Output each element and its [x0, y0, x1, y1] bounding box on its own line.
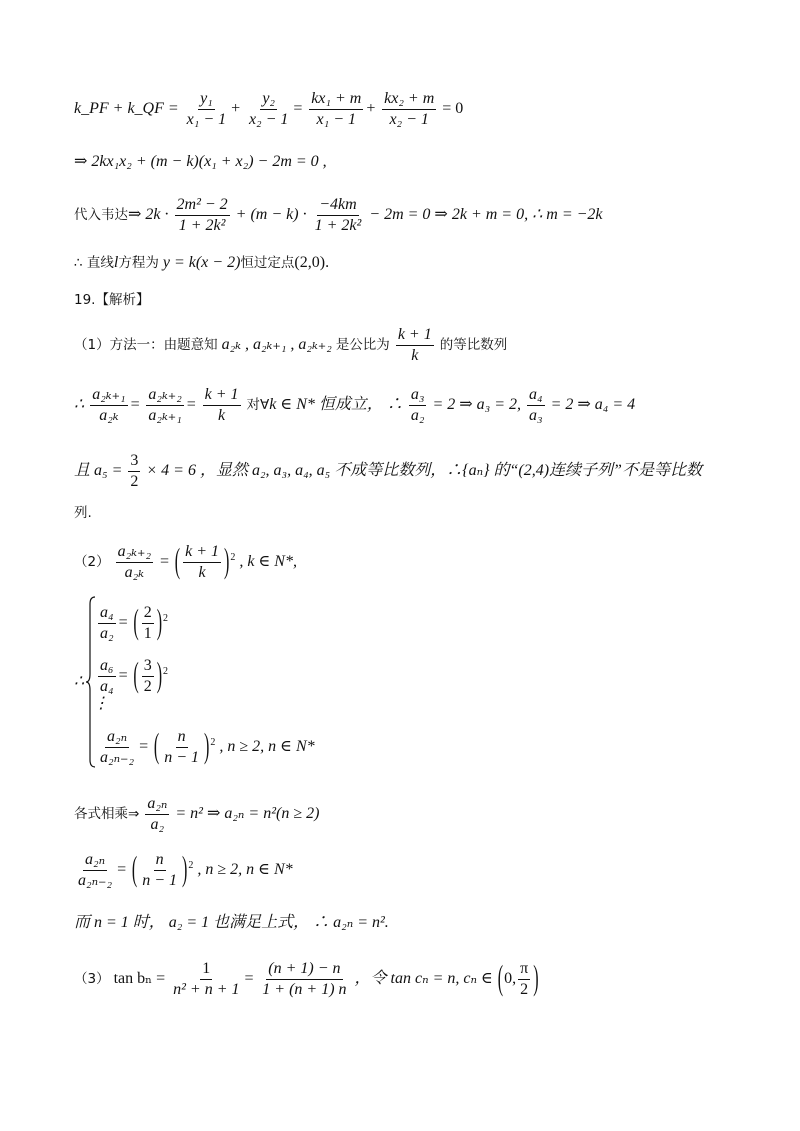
- fraction: $\frac{n}{n - 1}$: [142, 851, 177, 889]
- part1-intro: （1）方法一：由题意知 a₂ₖ , a₂ₖ₊₁ , a₂ₖ₊₂ 是公比为 $\frac{k + 1}{k}$ 的等比数列: [74, 326, 508, 364]
- part2-ratio-repeat: $\frac{\text{a₂ₙ}}{\text{a₂ₙ₋₂}}$ = ( $\frac{n}{n - 1}$ )$^2$ , n ≥ 2, n ∈ N*: [78, 850, 293, 889]
- system-therefore: ∴: [74, 673, 85, 690]
- left-brace-icon: [86, 596, 96, 768]
- fraction: $\frac{\text{a₄}}{\text{a₂}}$: [100, 604, 114, 642]
- part1-conclusion: 且 a₅ = $\frac{3}{2}$ × 4 = 6 ，显然 a₂, a₃, a₄, a₅ 不成等比数列，∴{aₙ} 的“(2,4)连续子列”不是等比数: [74, 452, 702, 490]
- fraction: $\frac{\text{y₁}}{\text{x₁ − 1}}$: [186, 90, 227, 128]
- fraction: $\frac{\text{a₂ₖ₊₂}}{\text{a₂ₖ₊₁}}$: [148, 386, 182, 424]
- equation-expanded: ⇒ 2kx₁x₂ + (m − k)(x₁ + x₂) − 2m = 0 ,: [74, 153, 327, 170]
- fraction: $\frac{\text{a₂ₖ₊₁}}{\text{a₂ₖ}}$: [92, 386, 126, 424]
- equation-vieta: 代入韦达⇒ 2k · $\frac{\text{2m² − 2}}{\text{1 + 2k²}}$ + (m − k) · $\frac{-4km}{\text{1 + 2k²}}$ − 2m = 0 ⇒ 2k + m = 0, ∴ m = −2k: [74, 196, 603, 234]
- fraction: $\frac{\text{kx₂ + m}}{\text{x₂ − 1}}$: [384, 90, 435, 128]
- system-ellipsis: ⋮: [93, 695, 109, 712]
- system-row-2: $\frac{\text{a₆}}{\text{a₄}}$ = ( $\frac{3}{2}$ )$^2$: [100, 656, 169, 695]
- part1-ratios: ∴ $\frac{\text{a₂ₖ₊₁}}{\text{a₂ₖ}}$ = $\frac{\text{a₂ₖ₊₂}}{\text{a₂ₖ₊₁}}$ = $\frac{k + 1}{k}$ 对∀k ∈ N* 恒成立， ∴ $\frac{\text{a₃}}{\text{a₂}}$ = 2 ⇒ a₃ = 2, $\frac{\text{a₄}}{\text{a₃}}$ = 2 ⇒ a₄ = 4: [74, 386, 636, 424]
- fraction: $\frac{\pi}{2}$: [520, 960, 529, 998]
- fraction: $\frac{\text{a₂ₙ}}{\text{a₂ₙ₋₂}}$: [100, 728, 135, 766]
- part2-ratio: （2） $\frac{\text{a₂ₖ₊₂}}{\text{a₂ₖ}}$ = ( $\frac{k + 1}{k}$ )$^2$ , k ∈ N*,: [74, 542, 297, 581]
- equation-slope-sum: k_PF + k_QF = $\frac{\text{y₁}}{\text{x₁ − 1}}$ + $\frac{\text{y₂}}{\text{x₂ − 1}}$ = $\frac{\text{kx₁ + m}}{\text{x₁ − 1}}$ + $\frac{\text{kx₂ + m}}{\text{x₂ − 1}}$ = 0: [74, 90, 464, 128]
- part3-tan: （3） tan bₙ = $\frac{1}{\text{n² + n + 1}}$ = $\frac{(n + 1) - n}{1 + (n + 1) n}$ ，令 tan cₙ = n, cₙ ∈ (0, $\frac{\pi}{2}$ ): [74, 959, 539, 998]
- fraction: $\frac{k + 1}{k}$: [185, 543, 220, 581]
- fraction: $\frac{\text{a₂ₙ}}{\text{a₂}}$: [147, 795, 168, 833]
- question-19-header: 19.【解析】: [74, 292, 150, 308]
- fraction: $\frac{3}{2}$: [130, 452, 139, 490]
- fraction: $\frac{\text{kx₁ + m}}{\text{x₁ − 1}}$: [311, 90, 362, 128]
- lhs: k_PF + k_QF =: [74, 100, 179, 118]
- system-row-1: $\frac{\text{a₄}}{\text{a₂}}$ = ( $\frac{2}{1}$ )$^2$: [100, 603, 169, 642]
- part2-conclusion: 而 n = 1 时， a₂ = 1 也满足上式， ∴ a₂ₙ = n².: [74, 914, 389, 931]
- fraction: $\frac{n}{n - 1}$: [164, 728, 199, 766]
- fraction: $\frac{3}{2}$: [143, 657, 152, 695]
- fraction: $\frac{k + 1}{k}$: [397, 326, 432, 364]
- fraction: $\frac{\text{2m² − 2}}{\text{1 + 2k²}}$: [176, 196, 228, 234]
- fraction: $\frac{1}{\text{n² + n + 1}}$: [173, 960, 240, 998]
- part2-product: 各式相乘⇒ $\frac{\text{a₂ₙ}}{\text{a₂}}$ = n² ⇒ a₂ₙ = n²(n ≥ 2): [74, 795, 320, 833]
- fraction: $\frac{\text{a₆}}{\text{a₄}}$: [100, 657, 114, 695]
- fraction: $\frac{\text{a₂ₖ₊₂}}{\text{a₂ₖ}}$: [117, 543, 151, 581]
- system-row-n: $\frac{\text{a₂ₙ}}{\text{a₂ₙ₋₂}}$ = ( $\frac{n}{n - 1}$ )$^2$ , n ≥ 2, n ∈ N*: [100, 727, 315, 766]
- fraction: $\frac{(n + 1) - n}{1 + (n + 1) n}$: [262, 960, 347, 998]
- fraction: $\frac{-4km}{\text{1 + 2k²}}$: [314, 196, 362, 234]
- fraction: $\frac{\text{a₂ₙ}}{\text{a₂ₙ₋₂}}$: [78, 851, 113, 889]
- fraction: $\frac{k + 1}{k}$: [204, 386, 239, 424]
- line-conclusion: ∴ 直线l方程为 y = k(x − 2)恒过定点(2,0).: [74, 254, 330, 271]
- part1-conclusion-cont: 列.: [74, 505, 92, 521]
- fraction: $\frac{\text{a₄}}{\text{a₃}}$: [529, 386, 543, 424]
- fraction: $\frac{2}{1}$: [143, 604, 152, 642]
- fraction: $\frac{\text{a₃}}{\text{a₂}}$: [410, 386, 425, 424]
- fraction: $\frac{\text{y₂}}{\text{x₂ − 1}}$: [248, 90, 289, 128]
